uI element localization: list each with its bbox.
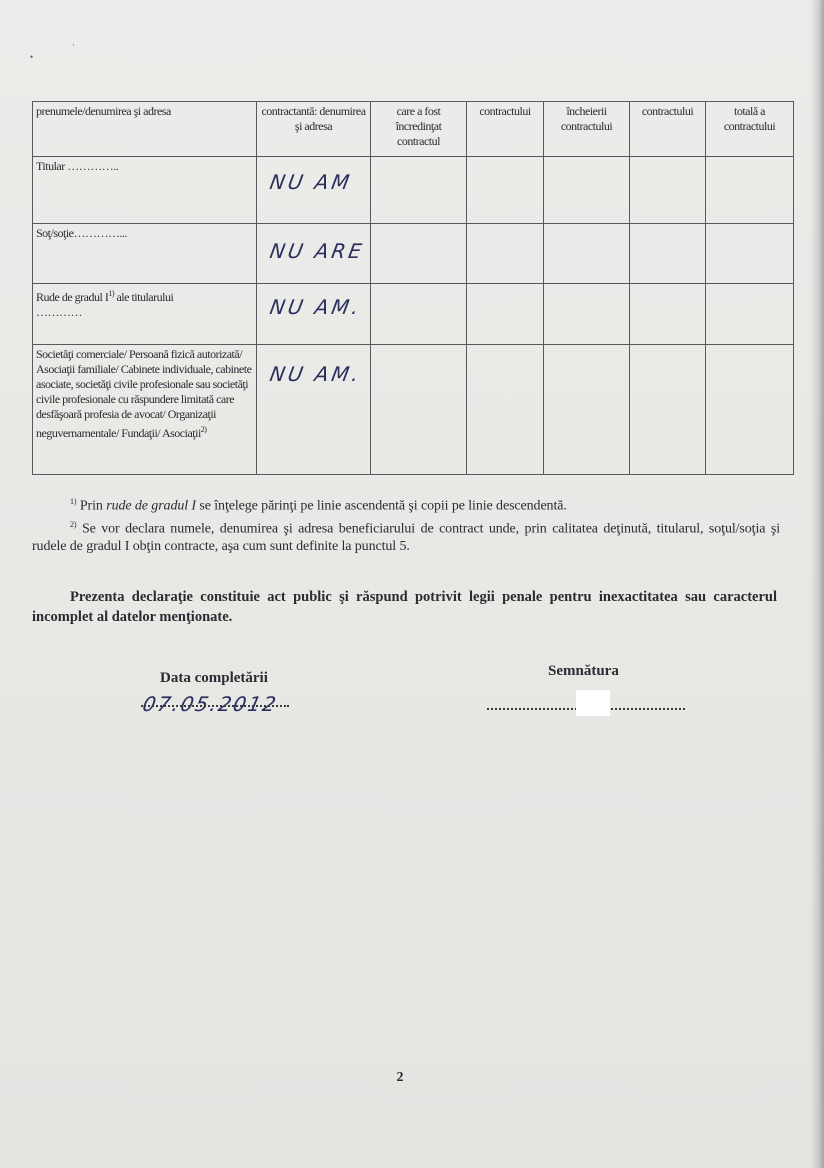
footnotes [32, 493, 780, 556]
table-row [33, 284, 794, 345]
table-cell [371, 284, 467, 345]
footnote-mark: 2) [200, 425, 207, 434]
row-label-dots: ………… [36, 305, 82, 319]
table-cell [371, 345, 467, 475]
table-cell [371, 157, 467, 224]
header-cell: încheierii contractului [544, 102, 630, 157]
legal-statement: Prezenta declaraţie constituie act public şi răspund potrivit legii penale pentru inexactitatea sau caracterul incomplet al datelor menţionate. [32, 589, 777, 625]
row-label-text: Societăţi comerciale/ Persoană fizică autorizată/ Asociaţii familiale/ Cabinete individuale, cabinete asociate, societăţi civile profesionale sau societăţi civile profesionale cu răspundere limitată care desfăşoară profesia de avocat/ Organizaţii neguvernamentale/ Fundaţii/ Asociaţii [36, 347, 252, 440]
table-cell [630, 284, 706, 345]
scan-speck: · [72, 40, 75, 50]
table-cell [467, 284, 544, 345]
table-cell [630, 345, 706, 475]
row-label-spouse: Soţ/soţie…………... [33, 224, 257, 284]
contractant-cell [257, 157, 371, 224]
table-row [33, 157, 794, 224]
footnote-text: Se vor declara numele, denumirea şi adresa beneficiarului de contract unde, prin calitatea deţinută, titularul, soţul/soţia şi rudele de gradul I obţin contracte, aşa cum sunt definite la punctul 5. [32, 521, 780, 555]
table-cell [467, 345, 544, 475]
table-cell [544, 345, 630, 475]
table-cell [706, 224, 794, 284]
table-cell [544, 284, 630, 345]
table-cell [371, 224, 467, 284]
handwritten-answer: NU AM. [267, 295, 364, 319]
contractant-cell [257, 345, 371, 475]
header-cell: prenumele/denumirea şi adresa [33, 102, 257, 157]
table-cell [467, 157, 544, 224]
header-cell: care a fost încredinţat contractul [371, 102, 467, 157]
row-label-relatives [33, 284, 257, 345]
page-number: 2 [396, 1070, 404, 1085]
contracts-table [32, 101, 794, 475]
header-cell: contractului [467, 102, 544, 157]
row-label-titular: Titular ………….. [33, 157, 257, 224]
scan-speck: • [30, 52, 34, 62]
contractant-cell [257, 284, 371, 345]
footnote-text: Prin [76, 498, 107, 514]
row-label-companies [33, 345, 257, 475]
table-row [33, 345, 794, 475]
footnote-text: se înţelege părinţi pe linie ascendentă şi copii pe linie descendentă. [196, 498, 567, 514]
contractant-cell [257, 224, 371, 284]
table-cell [630, 224, 706, 284]
signature-redaction [576, 690, 610, 716]
table-header-row [33, 102, 794, 157]
header-cell: contractantă: denumirea şi adresa [257, 102, 371, 157]
header-cell: contractului [630, 102, 706, 157]
footnote-2 [32, 516, 780, 557]
footnote-mark: 1) [70, 497, 77, 506]
footnote-mark: 2) [70, 519, 77, 529]
scan-edge-shadow [810, 0, 824, 1168]
header-cell: totală a contractului [706, 102, 794, 157]
table-row [33, 224, 794, 284]
handwritten-date: 07.05.2012 [140, 692, 281, 716]
handwritten-answer: NU ARE [267, 239, 367, 263]
row-label-text: ale titularului [113, 290, 174, 304]
table-cell [467, 224, 544, 284]
row-label-text: Rude de gradul I [36, 290, 109, 304]
footnote-1 [32, 493, 780, 516]
table-cell [706, 345, 794, 475]
date-dotted-line [141, 705, 289, 707]
footnote-term: rude de gradul I [106, 498, 196, 514]
table-cell [706, 157, 794, 224]
date-label: Data completării [160, 670, 268, 686]
table-cell [706, 284, 794, 345]
table-cell [544, 157, 630, 224]
handwritten-answer: NU AM. [267, 362, 364, 386]
table-cell [544, 224, 630, 284]
footnote-mark: 1) [108, 289, 114, 298]
signature-label: Semnătura [548, 663, 619, 679]
handwritten-answer: NU AM [267, 170, 355, 194]
table-cell [630, 157, 706, 224]
